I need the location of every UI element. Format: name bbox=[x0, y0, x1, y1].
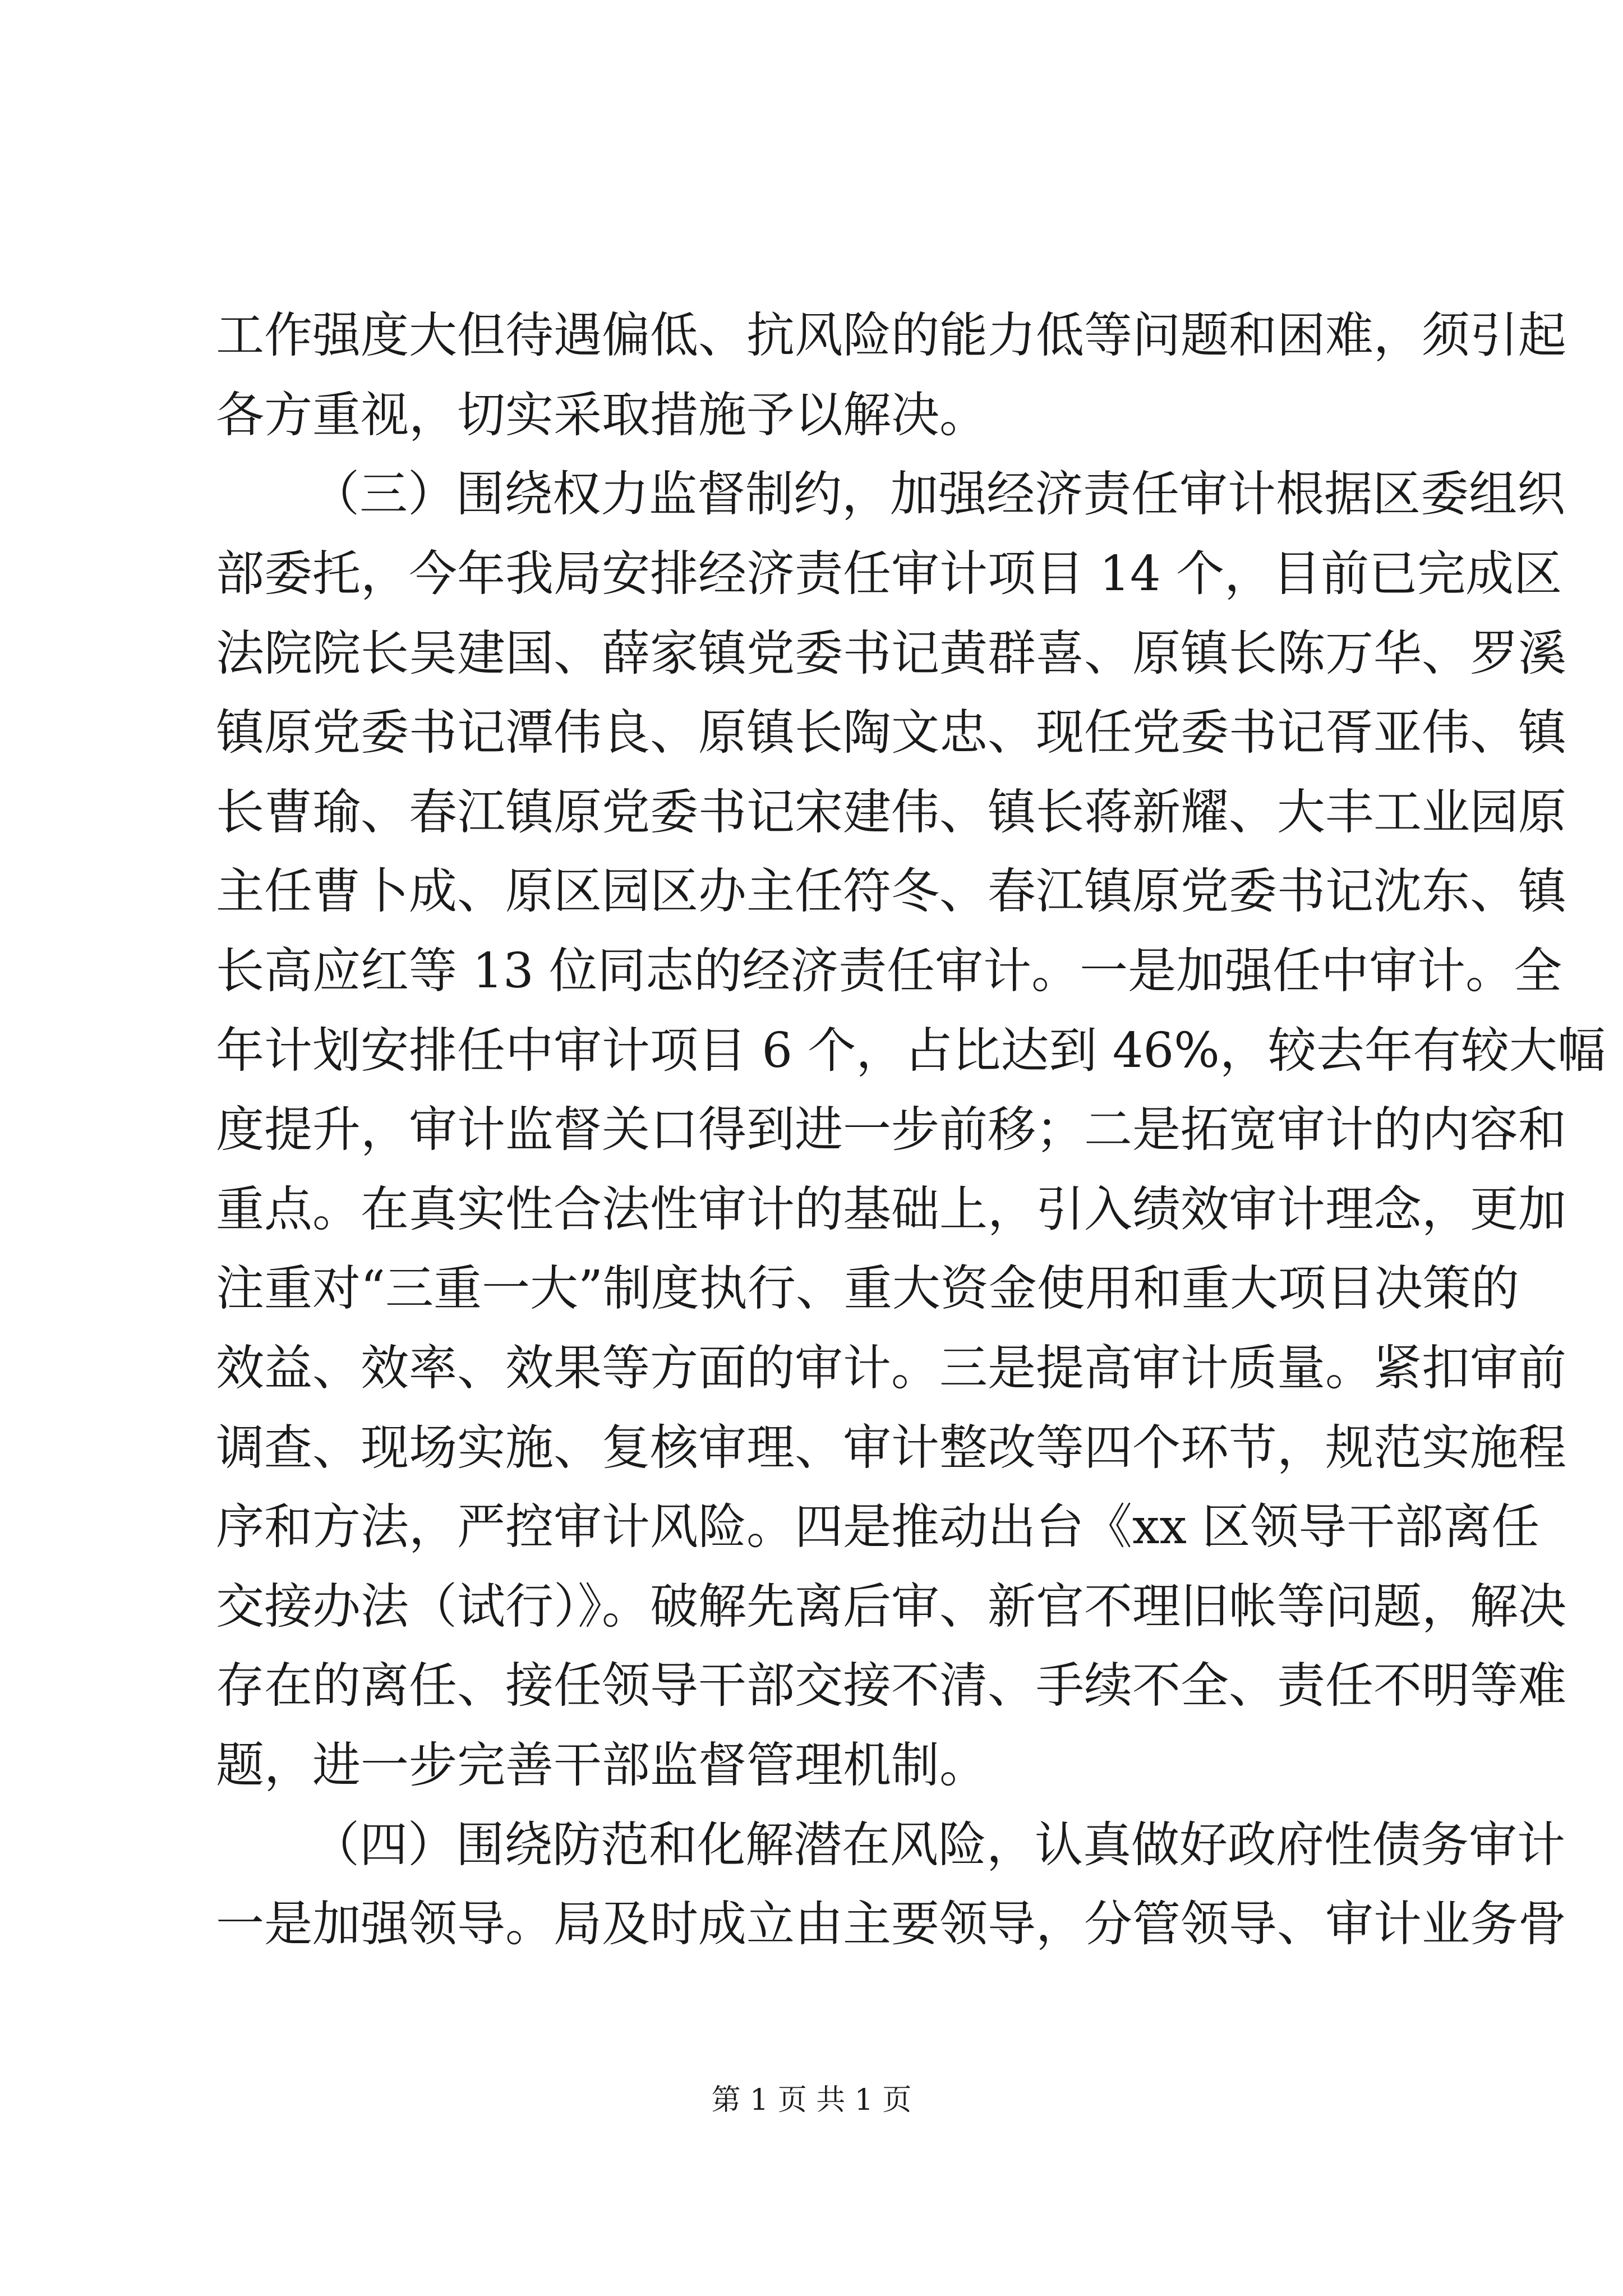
body-line-7: 长曹瑜、春江镇原党委书记宋建伟、镇长蒋新耀、大丰工业园原 bbox=[216, 784, 1566, 840]
body-line-19: 题，进一步完善干部监督管理机制。 bbox=[216, 1737, 988, 1793]
body-line-4: 部委托，今年我局安排经济责任审计项目 14 个，目前已完成区 bbox=[216, 546, 1562, 602]
body-line-2: 各方重视，切实采取措施予以解决。 bbox=[216, 387, 988, 443]
body-line-17: 交接办法（试行）》。破解先离后审、新官不理旧帐等问题，解决 bbox=[216, 1579, 1566, 1635]
body-line-15: 调查、现场实施、复核审理、审计整改等四个环节，规范实施程 bbox=[216, 1420, 1566, 1476]
body-line-21: 一是加强领导。局及时成立由主要领导，分管领导、审计业务骨 bbox=[216, 1896, 1566, 1952]
body-line-14: 效益、效率、效果等方面的审计。三是提高审计质量。紧扣审前 bbox=[216, 1340, 1566, 1396]
body-line-6: 镇原党委书记潭伟良、原镇长陶文忠、现任党委书记胥亚伟、镇 bbox=[216, 705, 1566, 761]
page-footer: 第 1 页 共 1 页 bbox=[711, 2083, 912, 2117]
body-line-16: 序和方法，严控审计风险。四是推动出台《xx 区领导干部离任 bbox=[216, 1499, 1540, 1555]
body-line-3: （三）围绕权力监督制约，加强经济责任审计根据区委组织 bbox=[311, 466, 1565, 522]
body-line-20: （四）围绕防范和化解潜在风险，认真做好政府性债务审计 bbox=[311, 1817, 1565, 1873]
body-line-18: 存在的离任、接任领导干部交接不清、手续不全、责任不明等难 bbox=[216, 1658, 1566, 1714]
body-line-10: 年计划安排任中审计项目 6 个，占比达到 46%，较去年有较大幅 bbox=[216, 1023, 1606, 1079]
body-line-9: 长高应红等 13 位同志的经济责任审计。一是加强任中审计。全 bbox=[216, 943, 1562, 999]
body-line-8: 主任曹卜成、原区园区办主任符冬、春江镇原党委书记沈东、镇 bbox=[216, 863, 1566, 919]
body-line-13: 注重对“三重一大”制度执行、重大资金使用和重大项目决策的 bbox=[216, 1260, 1519, 1317]
body-line-11: 度提升，审计监督关口得到进一步前移；二是拓宽审计的内容和 bbox=[216, 1102, 1566, 1158]
body-line-12: 重点。在真实性合法性审计的基础上，引入绩效审计理念，更加 bbox=[216, 1181, 1566, 1237]
body-line-1: 工作强度大但待遇偏低、抗风险的能力低等问题和困难，须引起 bbox=[216, 307, 1566, 364]
body-line-5: 法院院长吴建国、薛家镇党委书记黄群喜、原镇长陈万华、罗溪 bbox=[216, 625, 1566, 682]
